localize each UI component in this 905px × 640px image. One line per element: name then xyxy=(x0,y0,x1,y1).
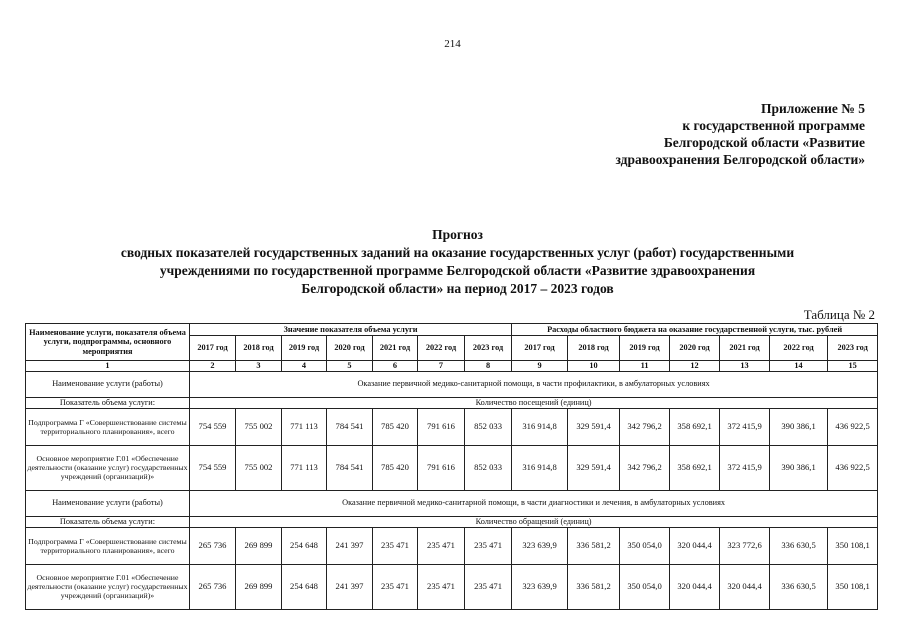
cell-value: 852 033 xyxy=(465,408,512,445)
cell-value: 336 581,2 xyxy=(568,564,620,609)
cell-value: 791 616 xyxy=(418,445,465,490)
column-number: 7 xyxy=(418,361,465,372)
column-number: 9 xyxy=(512,361,568,372)
cell-value: 771 113 xyxy=(282,408,327,445)
year-header: 2021 год xyxy=(720,336,770,361)
cell-value: 350 054,0 xyxy=(620,527,670,564)
indicator-name: Количество обращений (единиц) xyxy=(190,516,878,527)
column-number-row xyxy=(26,361,878,372)
cell-value: 785 420 xyxy=(373,445,418,490)
cell-value: 771 113 xyxy=(282,445,327,490)
cell-value: 350 108,1 xyxy=(828,564,878,609)
row-label: Основное мероприятие Г.01 «Обеспечение деятельности (оказание услуг) государственных учреждений (организаций)» xyxy=(26,564,190,609)
year-header: 2019 год xyxy=(620,336,670,361)
cell-value: 269 899 xyxy=(236,564,282,609)
cell-value: 241 397 xyxy=(327,564,373,609)
service-row xyxy=(26,490,878,516)
indicator-row xyxy=(26,516,878,527)
table-row xyxy=(26,408,878,445)
year-header: 2022 год xyxy=(770,336,828,361)
appendix-line: Белгородской области «Развитие xyxy=(663,135,865,150)
cell-value: 235 471 xyxy=(418,564,465,609)
column-number: 11 xyxy=(620,361,670,372)
cell-value: 336 630,5 xyxy=(770,564,828,609)
cell-value: 235 471 xyxy=(373,564,418,609)
cell-value: 784 541 xyxy=(327,445,373,490)
cell-value: 235 471 xyxy=(373,527,418,564)
cell-value: 350 054,0 xyxy=(620,564,670,609)
column-number: 2 xyxy=(190,361,236,372)
cell-value: 316 914,8 xyxy=(512,445,568,490)
cell-value: 316 914,8 xyxy=(512,408,568,445)
column-number: 3 xyxy=(236,361,282,372)
cell-value: 254 648 xyxy=(282,564,327,609)
cell-value: 755 002 xyxy=(236,408,282,445)
cell-value: 372 415,9 xyxy=(720,445,770,490)
year-header: 2022 год xyxy=(418,336,465,361)
cell-value: 342 796,2 xyxy=(620,445,670,490)
appendix-line: здравоохранения Белгородской области» xyxy=(615,152,865,167)
appendix-line: к государственной программе xyxy=(682,118,865,133)
cell-value: 436 922,5 xyxy=(828,445,878,490)
column-number: 8 xyxy=(465,361,512,372)
cell-value: 235 471 xyxy=(465,527,512,564)
document-title xyxy=(40,226,875,298)
title-line: Белгородской области» на период 2017 – 2023 годов xyxy=(301,281,614,296)
cell-value: 754 559 xyxy=(190,445,236,490)
cell-value: 372 415,9 xyxy=(720,408,770,445)
year-header: 2023 год xyxy=(828,336,878,361)
cell-value: 269 899 xyxy=(236,527,282,564)
cell-value: 336 581,2 xyxy=(568,527,620,564)
column-number: 1 xyxy=(26,361,190,372)
title-line: Прогноз xyxy=(432,227,483,242)
row-label: Основное мероприятие Г.01 «Обеспечение деятельности (оказание услуг) государственных учреждений (организаций)» xyxy=(26,445,190,490)
cell-value: 235 471 xyxy=(418,527,465,564)
cell-value: 390 386,1 xyxy=(770,408,828,445)
forecast-table xyxy=(25,323,878,610)
cell-value: 336 630,5 xyxy=(770,527,828,564)
service-label: Наименование услуги (работы) xyxy=(26,490,190,516)
cell-value: 323 639,9 xyxy=(512,527,568,564)
service-row xyxy=(26,371,878,397)
table-row xyxy=(26,564,878,609)
year-header: 2020 год xyxy=(670,336,720,361)
cell-value: 791 616 xyxy=(418,408,465,445)
indicator-label: Показатель объема услуги: xyxy=(26,397,190,408)
cell-value: 265 736 xyxy=(190,564,236,609)
cell-value: 323 772,6 xyxy=(720,527,770,564)
table-row xyxy=(26,445,878,490)
cell-value: 755 002 xyxy=(236,445,282,490)
cell-value: 329 591,4 xyxy=(568,445,620,490)
cell-value: 785 420 xyxy=(373,408,418,445)
appendix-line: Приложение № 5 xyxy=(761,101,865,116)
column-number: 10 xyxy=(568,361,620,372)
table-label: Таблица № 2 xyxy=(803,307,875,322)
title-line: учреждениями по государственной программе Белгородской области «Развитие здравоохранения xyxy=(159,263,756,278)
cell-value: 350 108,1 xyxy=(828,527,878,564)
cell-value: 329 591,4 xyxy=(568,408,620,445)
cell-value: 436 922,5 xyxy=(828,408,878,445)
column-number: 4 xyxy=(282,361,327,372)
cell-value: 342 796,2 xyxy=(620,408,670,445)
table-row xyxy=(26,527,878,564)
cell-value: 320 044,4 xyxy=(670,527,720,564)
cell-value: 784 541 xyxy=(327,408,373,445)
year-header: 2017 год xyxy=(190,336,236,361)
year-header: 2021 год xyxy=(373,336,418,361)
cell-value: 265 736 xyxy=(190,527,236,564)
cell-value: 358 692,1 xyxy=(670,445,720,490)
cell-value: 254 648 xyxy=(282,527,327,564)
group-header-volume: Значение показателя объема услуги xyxy=(190,324,512,336)
appendix-heading xyxy=(565,100,865,168)
cell-value: 320 044,4 xyxy=(720,564,770,609)
column-number: 12 xyxy=(670,361,720,372)
cell-value: 852 033 xyxy=(465,445,512,490)
service-label: Наименование услуги (работы) xyxy=(26,371,190,397)
cell-value: 320 044,4 xyxy=(670,564,720,609)
column-number: 5 xyxy=(327,361,373,372)
service-name: Оказание первичной медико-санитарной помощи, в части диагностики и лечения, в амбулаторных условиях xyxy=(190,490,878,516)
row-label: Подпрограмма Г «Совершенствование системы территориального планирования», всего xyxy=(26,408,190,445)
year-header: 2018 год xyxy=(568,336,620,361)
indicator-row xyxy=(26,397,878,408)
service-name: Оказание первичной медико-санитарной помощи, в части профилактики, в амбулаторных условиях xyxy=(190,371,878,397)
year-header: 2020 год xyxy=(327,336,373,361)
title-line: сводных показателей государственных заданий на оказание государственных услуг (работ) государственными xyxy=(120,245,795,260)
cell-value: 235 471 xyxy=(465,564,512,609)
cell-value: 754 559 xyxy=(190,408,236,445)
row-label: Подпрограмма Г «Совершенствование системы территориального планирования», всего xyxy=(26,527,190,564)
column-number: 13 xyxy=(720,361,770,372)
year-header: 2019 год xyxy=(282,336,327,361)
indicator-name: Количество посещений (единиц) xyxy=(190,397,878,408)
column-number: 15 xyxy=(828,361,878,372)
column-number: 6 xyxy=(373,361,418,372)
year-header: 2023 год xyxy=(465,336,512,361)
column-header-name: Наименование услуги, показателя объема услуги, подпрограммы, основного мероприятия xyxy=(26,324,190,361)
cell-value: 323 639,9 xyxy=(512,564,568,609)
cell-value: 358 692,1 xyxy=(670,408,720,445)
cell-value: 241 397 xyxy=(327,527,373,564)
year-header: 2017 год xyxy=(512,336,568,361)
group-header-expenses: Расходы областного бюджета на оказание государственной услуги, тыс. рублей xyxy=(512,324,878,336)
page-number: 214 xyxy=(444,38,461,50)
year-header: 2018 год xyxy=(236,336,282,361)
column-number: 14 xyxy=(770,361,828,372)
indicator-label: Показатель объема услуги: xyxy=(26,516,190,527)
cell-value: 390 386,1 xyxy=(770,445,828,490)
